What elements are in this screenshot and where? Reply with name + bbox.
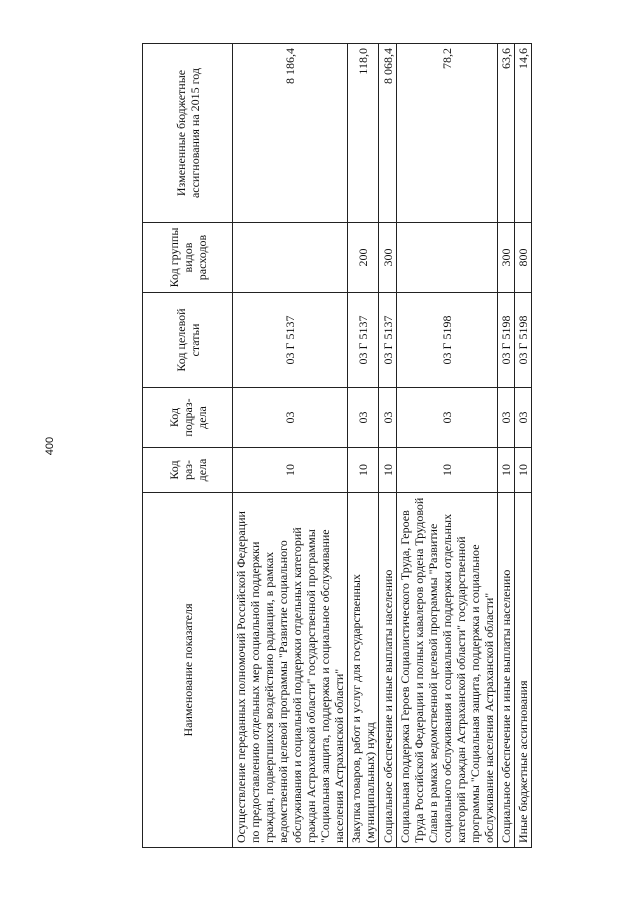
- header-podrazdel: Код подраз-дела: [143, 388, 233, 448]
- cell-vid: [233, 223, 348, 293]
- cell-vid: 300: [379, 223, 397, 293]
- cell-vid: 300: [498, 223, 515, 293]
- budget-table: [142, 43, 532, 848]
- cell-celevaya: 03 Г 5137: [348, 293, 379, 388]
- rotated-page: [142, 44, 530, 848]
- cell-razdel: 10: [498, 448, 515, 493]
- cell-podrazdel: 03: [498, 388, 515, 448]
- header-celevaya: Код целевой статьи: [143, 293, 233, 388]
- cell-razdel: 10: [233, 448, 348, 493]
- cell-podrazdel: 03: [379, 388, 397, 448]
- header-amount: Измененные бюджетные ассигнования на 2015 год: [143, 44, 233, 223]
- cell-celevaya: 03 Г 5137: [233, 293, 348, 388]
- cell-vid: [397, 223, 498, 293]
- cell-podrazdel: 03: [397, 388, 498, 448]
- header-razdel: Код раз-дела: [143, 448, 233, 493]
- cell-podrazdel: 03: [515, 388, 532, 448]
- cell-name: Социальная поддержка Героев Социалистического Труда, Героев Труда Российской Федерации и полных кавалеров ордена Трудовой Славы в рамках ведомственной целевой программы "Развитие социального обслуживания и социальной поддержки отдельных категорий граждан Астраханской области" государственной программы "Социальная защита, поддержка и социальное обслуживание населения Астраханской области": [397, 493, 498, 848]
- cell-amount: 8 068,4: [379, 44, 397, 223]
- cell-celevaya: 03 Г 5198: [397, 293, 498, 388]
- page-number: 400: [44, 436, 56, 456]
- cell-celevaya: 03 Г 5198: [515, 293, 532, 388]
- cell-razdel: 10: [515, 448, 532, 493]
- cell-amount: 8 186,4: [233, 44, 348, 223]
- cell-amount: 14,6: [515, 44, 532, 223]
- cell-razdel: 10: [348, 448, 379, 493]
- cell-podrazdel: 03: [233, 388, 348, 448]
- table-row: [498, 44, 515, 848]
- cell-name: Социальное обеспечение и иные выплаты населению: [379, 493, 397, 848]
- cell-amount: 78,2: [397, 44, 498, 223]
- cell-vid: 800: [515, 223, 532, 293]
- cell-amount: 63,6: [498, 44, 515, 223]
- cell-amount: 118,0: [348, 44, 379, 223]
- cell-name: Осуществление переданных полномочий Российской Федерации по предоставлению отдельных мер социальной поддержки граждан, подвергшихся воздействию радиации, в рамках ведомственной целевой программы "Развитие социального обслуживания и социальной поддержки отдельных категорий граждан Астраханской области" государственной программы "Социальная защита, поддержка и социальное обслуживание населения Астраханской области": [233, 493, 348, 848]
- table-row: [379, 44, 397, 848]
- table-row: [397, 44, 498, 848]
- cell-name: Иные бюджетные ассигнования: [515, 493, 532, 848]
- cell-podrazdel: 03: [348, 388, 379, 448]
- cell-razdel: 10: [379, 448, 397, 493]
- cell-celevaya: 03 Г 5198: [498, 293, 515, 388]
- header-name: Наименование показателя: [143, 493, 233, 848]
- cell-name: Социальное обеспечение и иные выплаты населению: [498, 493, 515, 848]
- cell-vid: 200: [348, 223, 379, 293]
- header-vid: Код группы видов расходов: [143, 223, 233, 293]
- cell-celevaya: 03 Г 5137: [379, 293, 397, 388]
- table-row: [515, 44, 532, 848]
- table-container: [142, 44, 530, 848]
- cell-name: Закупка товаров, работ и услуг для государственных (муниципальных) нужд: [348, 493, 379, 848]
- header-row: [143, 44, 233, 848]
- table-row: [233, 44, 348, 848]
- table-row: [348, 44, 379, 848]
- cell-razdel: 10: [397, 448, 498, 493]
